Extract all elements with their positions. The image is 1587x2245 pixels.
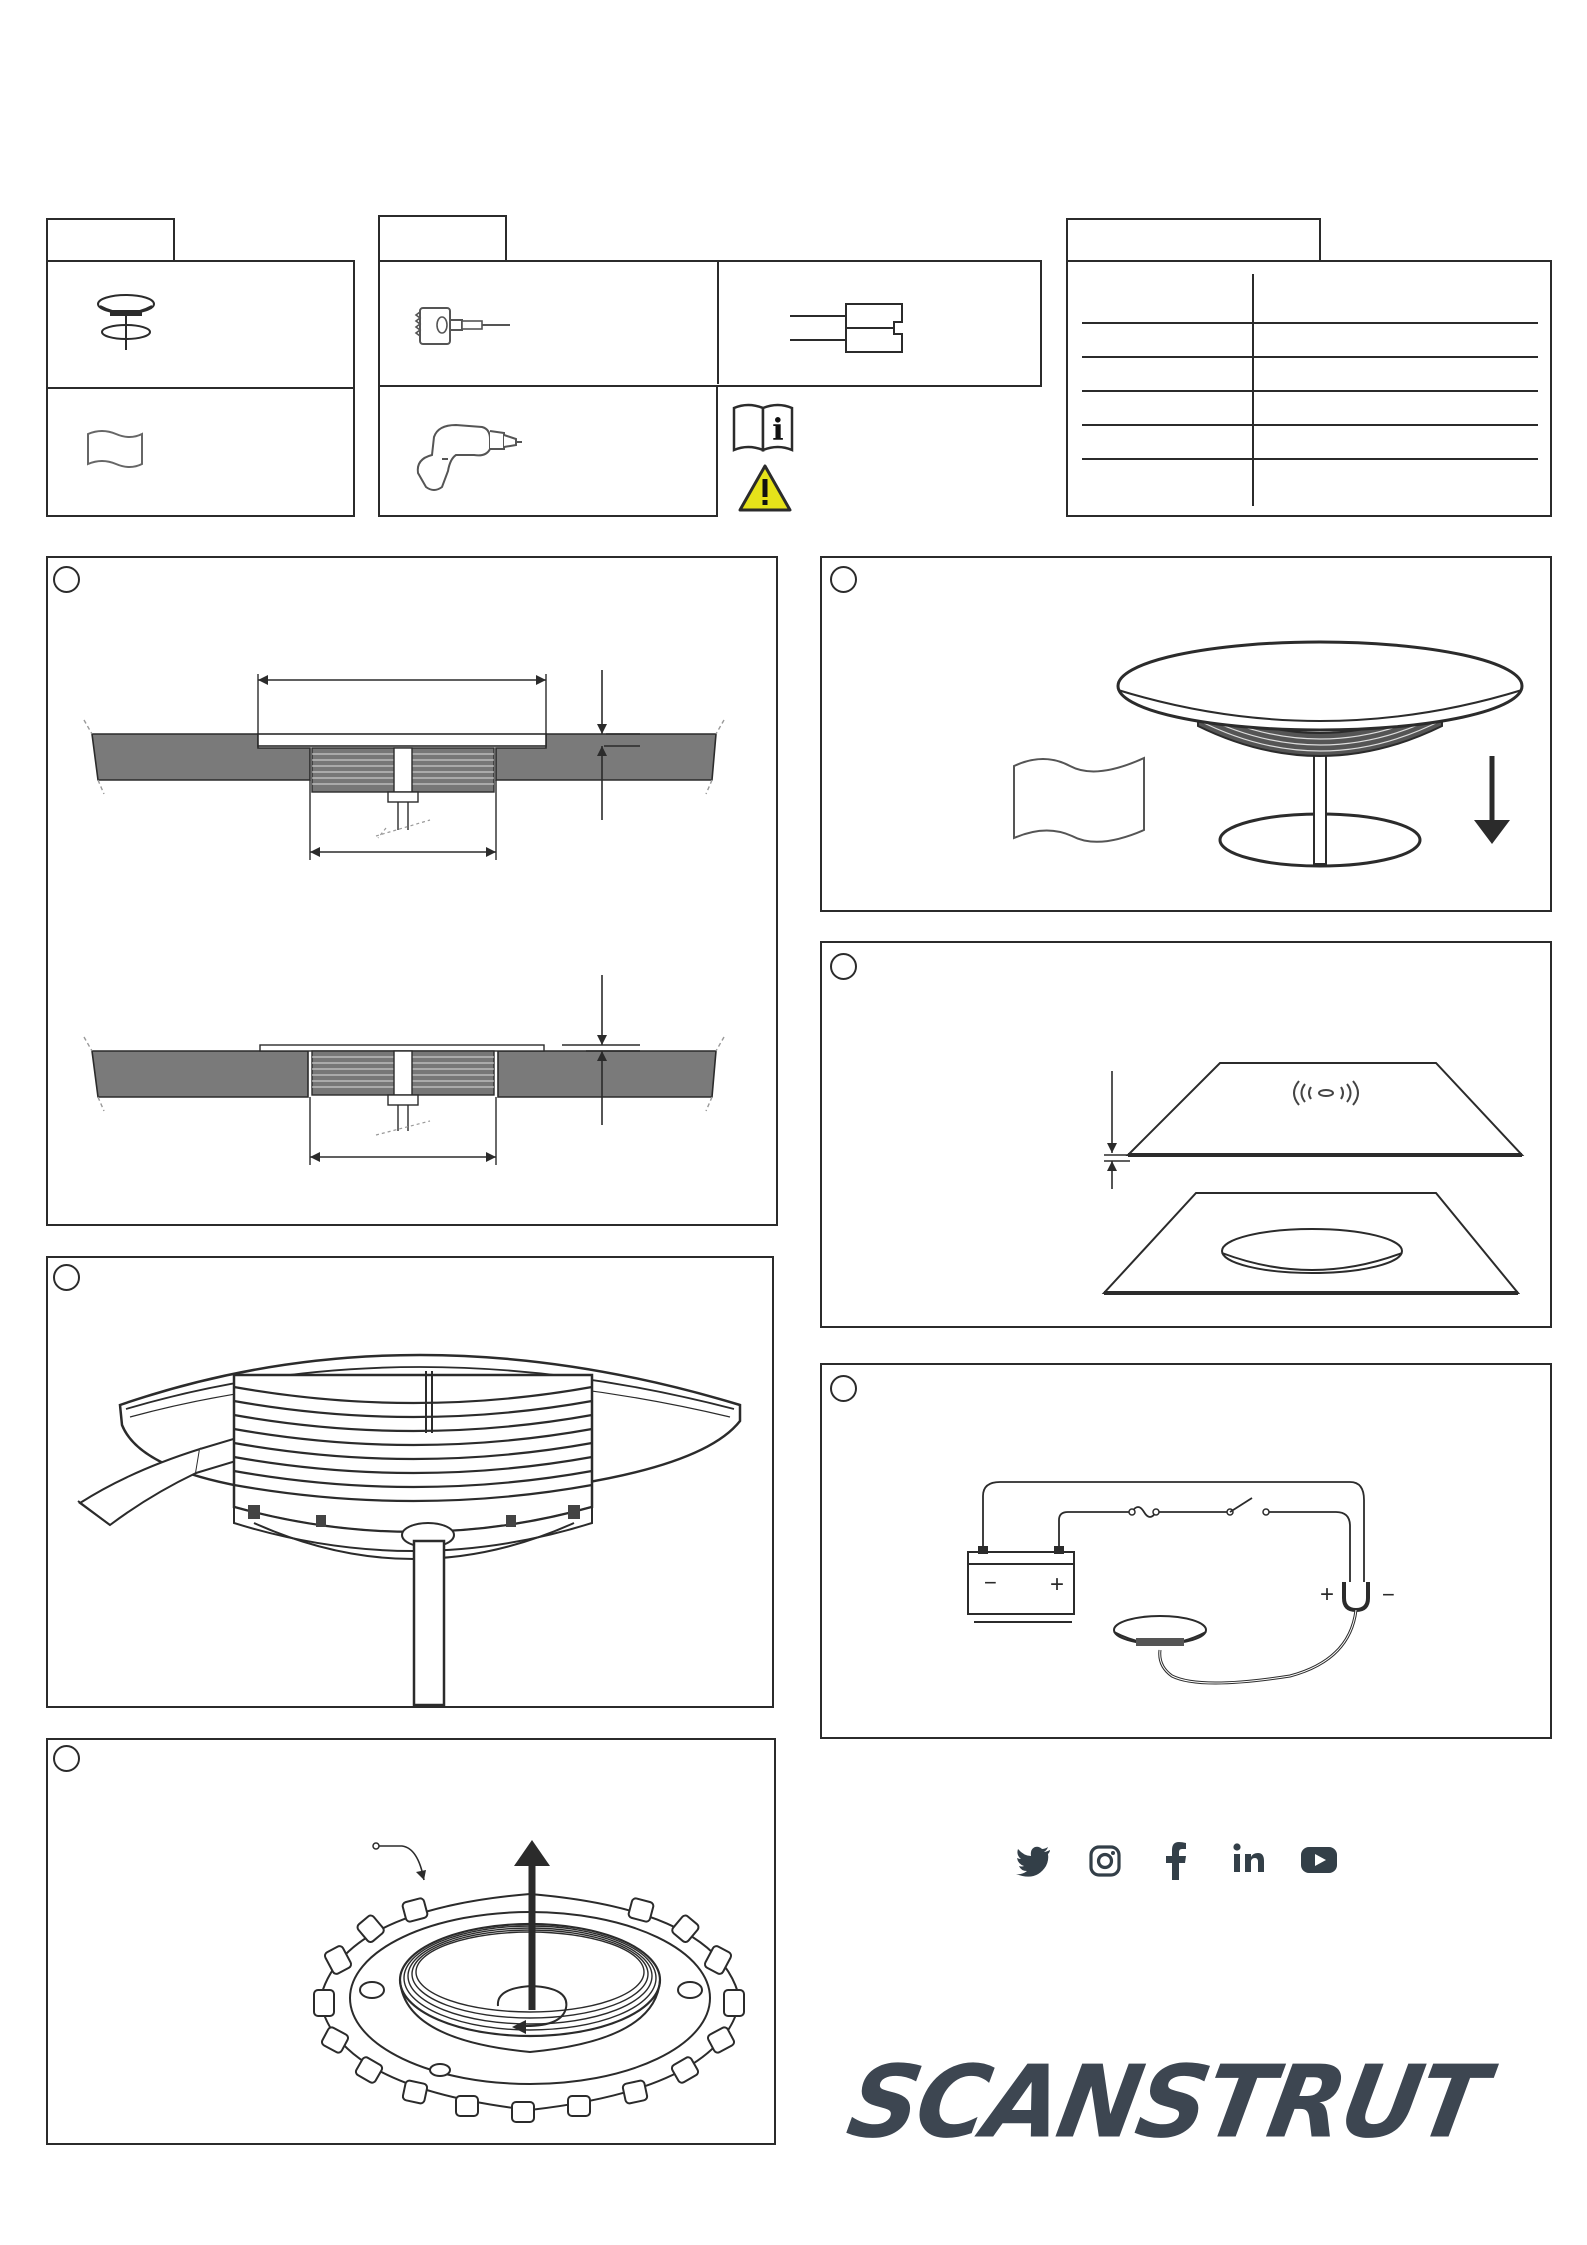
step-4-number-circle bbox=[53, 1264, 80, 1291]
spec-table bbox=[1066, 260, 1552, 517]
charging-through-surface-diagram bbox=[1090, 1055, 1530, 1305]
insert-puck-diagram bbox=[1000, 630, 1540, 880]
warning-icon bbox=[737, 463, 793, 513]
tools-tab bbox=[378, 215, 507, 262]
step-2-number-circle bbox=[830, 566, 857, 593]
instagram-icon[interactable] bbox=[1088, 1844, 1122, 1878]
charger-puck-icon bbox=[78, 290, 178, 360]
step-5-number-circle bbox=[830, 1375, 857, 1402]
spec-tab bbox=[1066, 218, 1321, 262]
wire-connector-icon bbox=[786, 300, 916, 356]
step-1-number-circle bbox=[53, 566, 80, 593]
retaining-nut-diagram bbox=[300, 1830, 760, 2130]
facebook-icon[interactable] bbox=[1164, 1842, 1188, 1880]
social-icons-row bbox=[1010, 1838, 1340, 1888]
leaflet-icon bbox=[84, 428, 146, 472]
manual-info-icon bbox=[730, 400, 800, 452]
svg-text:−: − bbox=[984, 1570, 997, 1595]
spec-row-line bbox=[1082, 322, 1538, 324]
svg-text:−: − bbox=[1382, 1582, 1395, 1607]
svg-text:+: + bbox=[1050, 1571, 1065, 1598]
wiring-diagram bbox=[960, 1470, 1420, 1700]
spec-row-line bbox=[1082, 458, 1538, 460]
parts-tab bbox=[46, 218, 175, 262]
spec-row-line bbox=[1082, 390, 1538, 392]
spec-row-line bbox=[1082, 424, 1538, 426]
cross-section-surface-diagram bbox=[80, 975, 740, 1175]
linkedin-icon[interactable] bbox=[1232, 1842, 1266, 1876]
youtube-icon[interactable] bbox=[1300, 1846, 1338, 1874]
cross-section-flush-diagram bbox=[80, 660, 740, 875]
puck-rear-view-diagram bbox=[70, 1325, 760, 1705]
svg-text:i: i bbox=[772, 413, 784, 448]
drill-icon bbox=[412, 415, 522, 495]
step-3-number-circle bbox=[830, 953, 857, 980]
svg-text:+: + bbox=[1320, 1581, 1335, 1608]
hole-saw-icon bbox=[412, 298, 522, 358]
twitter-icon[interactable] bbox=[1016, 1846, 1052, 1876]
spec-row-line bbox=[1082, 356, 1538, 358]
step-6-number-circle bbox=[53, 1745, 80, 1772]
scanstrut-logo: SCANSTRUT bbox=[839, 2044, 1493, 2162]
